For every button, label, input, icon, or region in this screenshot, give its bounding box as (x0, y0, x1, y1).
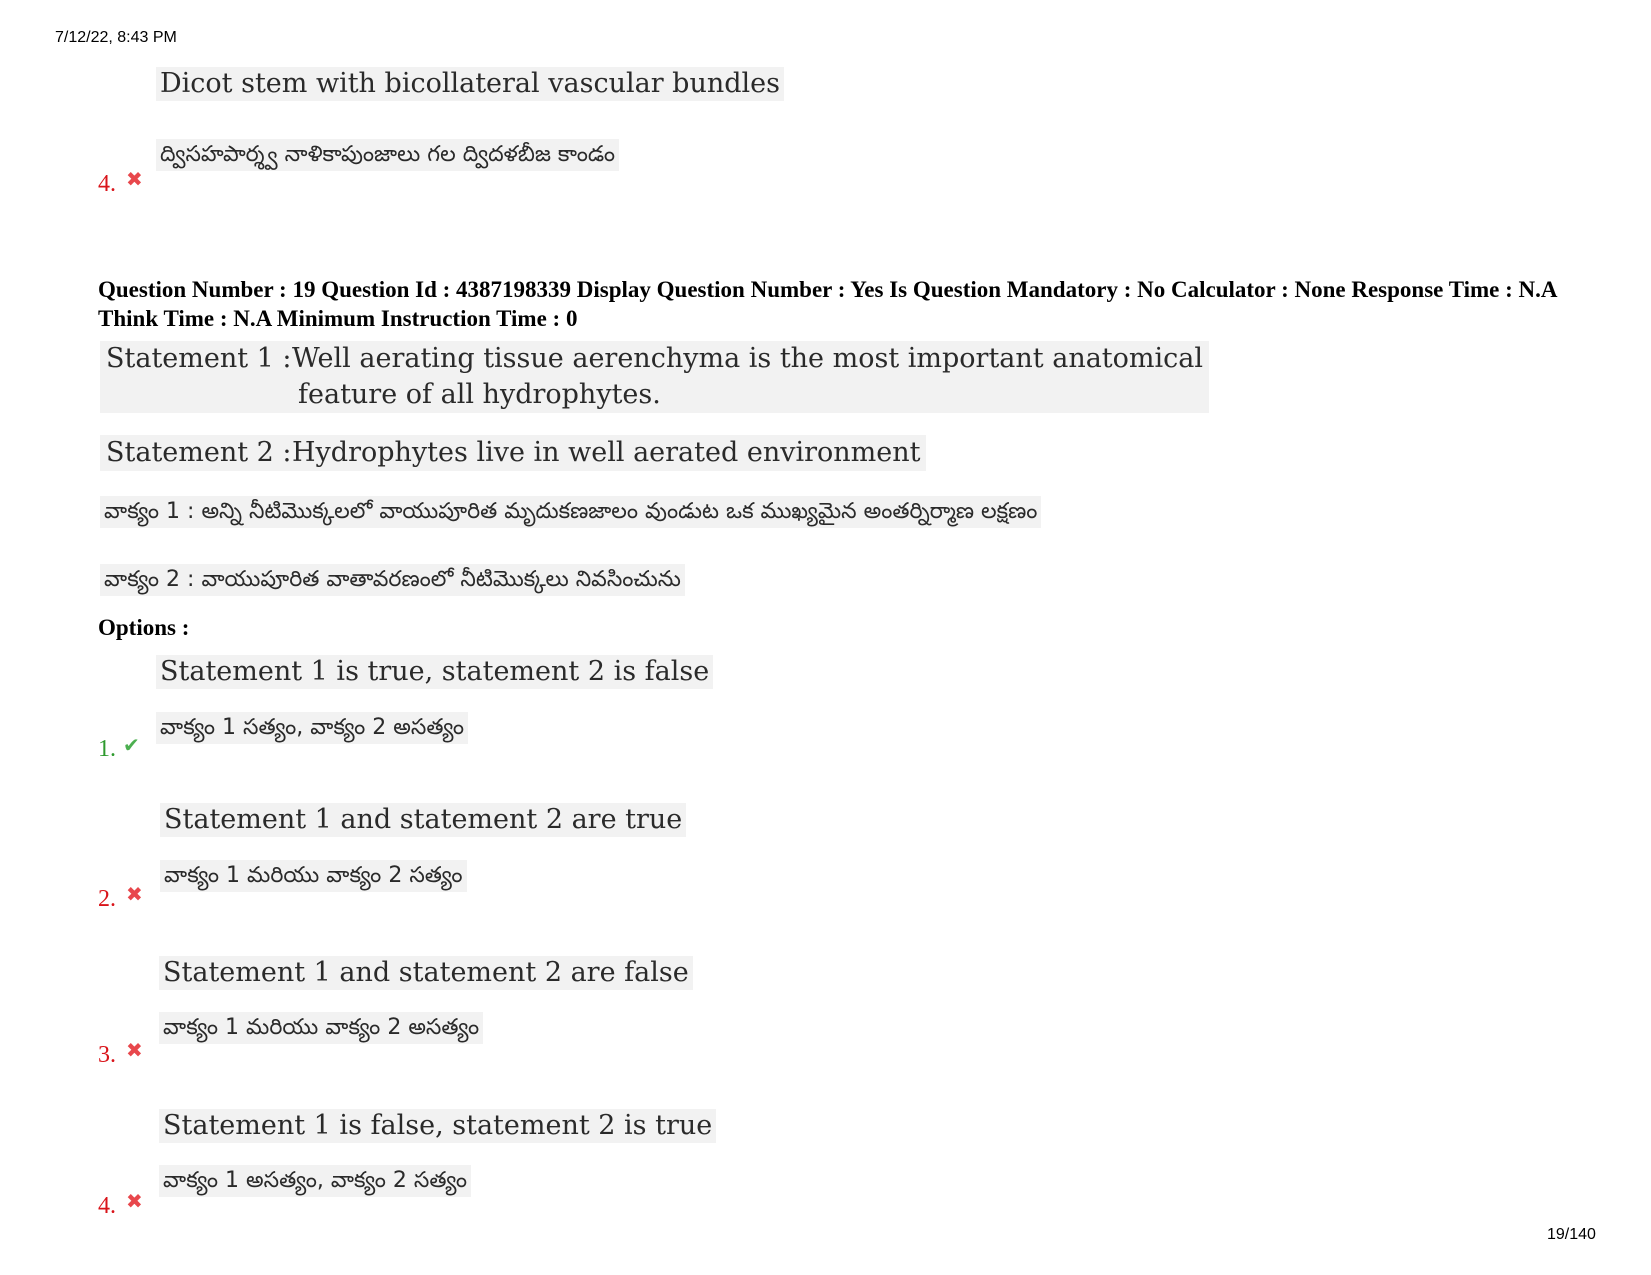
option-2-en: Statement 1 and statement 2 are true (160, 803, 686, 837)
cross-icon: ✖ (126, 1189, 143, 1213)
prev-option-4-te: ద్విసహపార్శ్వ నాళికాపుంజాలు గల ద్విదళబీజ కాండం (156, 139, 619, 171)
statement-1-label: Statement 1 : (106, 343, 292, 374)
option-1-number: 1. (98, 736, 116, 762)
option-1-en: Statement 1 is true, statement 2 is false (156, 655, 713, 689)
timestamp: 7/12/22, 8:43 PM (55, 29, 177, 46)
statement-2 (100, 435, 926, 471)
statement-2-text: Hydrophytes live in well aerated environment (292, 437, 921, 468)
option-1-te: వాక్యం 1 సత్యం, వాక్యం 2 అసత్యం (156, 712, 468, 744)
statement-1-line1: Well aerating tissue aerenchyma is the most important anatomical (292, 343, 1203, 374)
cross-icon: ✖ (126, 167, 143, 191)
page-number: 19/140 (1547, 1226, 1596, 1243)
check-icon: ✔ (123, 733, 140, 757)
prev-option-4-number: 4. (98, 171, 116, 197)
statement-1-line2: feature of all hydrophytes. (298, 379, 661, 410)
question-meta: Question Number : 19 Question Id : 4387198339 Display Question Number : Yes Is Question Mandatory : No Calculator : None Response Time : N.A Think Time : N.A Minimum Instruction Time : 0 (98, 277, 1557, 331)
option-3-number: 3. (98, 1042, 116, 1068)
option-2-te: వాక్యం 1 మరియు వాక్యం 2 సత్యం (160, 860, 467, 892)
options-label: Options : (98, 615, 190, 640)
prev-option-4-en: Dicot stem with bicollateral vascular bundles (156, 67, 784, 101)
cross-icon: ✖ (126, 1038, 143, 1062)
statement-1 (100, 341, 1209, 413)
option-3-en: Statement 1 and statement 2 are false (159, 956, 693, 990)
option-4-te: వాక్యం 1 అసత్యం, వాక్యం 2 సత్యం (159, 1165, 471, 1197)
cross-icon: ✖ (126, 882, 143, 906)
option-4-en: Statement 1 is false, statement 2 is true (159, 1109, 716, 1143)
option-4-number: 4. (98, 1193, 116, 1219)
option-2-number: 2. (98, 886, 116, 912)
te-statement-1: వాక్యం 1 : అన్ని నీటిమొక్కలలో వాయుపూరిత మృదుకణజాలం వుండుట ఒక ముఖ్యమైన అంతర్నిర్మాణ లక్షణం (100, 496, 1041, 528)
statement-2-label: Statement 2 : (106, 437, 292, 468)
option-3-te: వాక్యం 1 మరియు వాక్యం 2 అసత్యం (159, 1012, 483, 1044)
te-statement-2: వాక్యం 2 : వాయుపూరిత వాతావరణంలో నీటిమొక్కలు నివసించును (100, 564, 685, 596)
